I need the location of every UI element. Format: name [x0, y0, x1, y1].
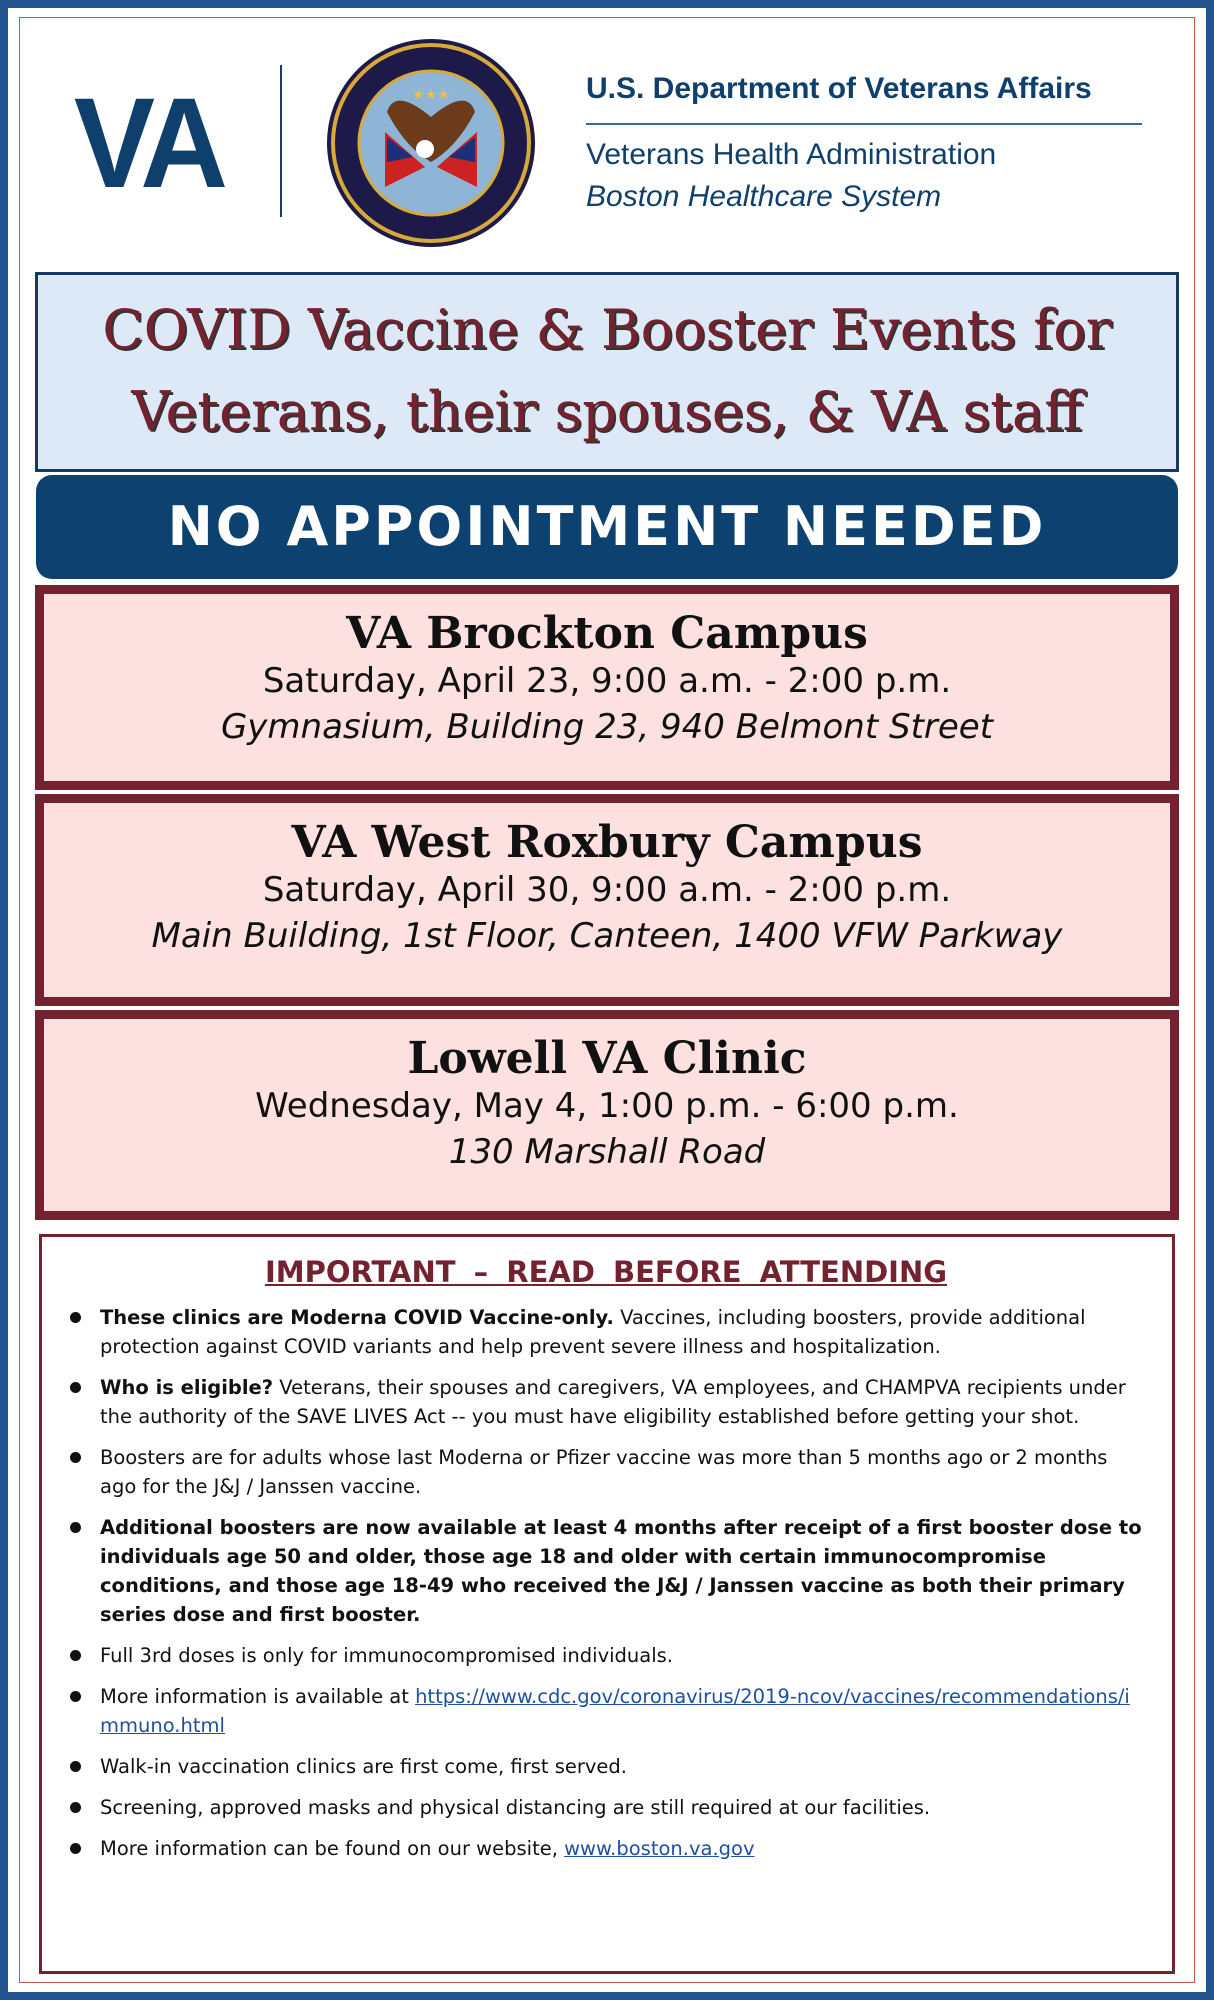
cdc-link[interactable]: https://www.cdc.gov/coronavirus/2019-ncov/vaccines/recommendations/immuno.html	[100, 1685, 1130, 1737]
event-name: Lowell VA Clinic	[407, 1033, 807, 1084]
list-item	[70, 1834, 1142, 1863]
list-item: Boosters are for adults whose last Moderna or Pfizer vaccine was more than 5 months ago or 2 months ago for the J&J / Janssen vaccine.	[70, 1443, 1142, 1501]
event-date: Saturday, April 23, 9:00 a.m. - 2:00 p.m.	[262, 661, 952, 701]
text: More information can be found on our website,	[100, 1837, 565, 1860]
website-link[interactable]: www.boston.va.gov	[564, 1837, 755, 1860]
event-title	[35, 272, 1179, 472]
event-name: VA Brockton Campus	[346, 608, 868, 659]
bold-text: These clinics are Moderna COVID Vaccine-only.	[100, 1306, 614, 1329]
event-location: Main Building, 1st Floor, Canteen, 1400 VFW Parkway	[151, 916, 1063, 956]
list-item	[70, 1513, 1142, 1629]
header-rule	[586, 123, 1142, 125]
event-location: 130 Marshall Road	[448, 1132, 766, 1172]
svg-text:★★★: ★★★	[412, 87, 450, 103]
va-seal-icon	[325, 37, 537, 249]
va-logo: VA	[73, 72, 223, 215]
system-name: Boston Healthcare System	[586, 180, 942, 213]
event-card-west-roxbury	[35, 794, 1179, 1006]
title-line-2: Veterans, their spouses, & VA staff	[131, 380, 1083, 443]
no-appointment-banner: NO APPOINTMENT NEEDED	[36, 475, 1178, 579]
important-heading: IMPORTANT – READ BEFORE ATTENDING	[264, 1255, 948, 1289]
list-item	[70, 1373, 1142, 1431]
list-item	[70, 1303, 1142, 1361]
bold-text: Additional boosters are now available at least 4 months after receipt of a first booster dose to individuals age 50 and older, those age 18 and older with certain immunocompromise conditions, and those age 18-49 who received the J&J / Janssen vaccine as both their primary series dose and first booster.	[100, 1516, 1142, 1626]
event-card-lowell	[35, 1010, 1179, 1220]
logo-divider	[280, 65, 282, 217]
list-item: Walk-in vaccination clinics are first come, first served.	[70, 1752, 1142, 1781]
event-card-brockton	[35, 585, 1179, 790]
important-info-box	[39, 1234, 1175, 1974]
department-name: U.S. Department of Veterans Affairs	[586, 72, 1092, 105]
title-line-1: COVID Vaccine & Booster Events for	[102, 298, 1112, 361]
text: Veterans, their spouses and caregivers, VA employees, and CHAMPVA recipients under the authority of the SAVE LIVES Act -- you must have eligibility established before getting your shot.	[100, 1376, 1126, 1428]
text: Vaccines, including boosters, provide additional protection against COVID variants and help prevent severe illness and hospitalization.	[100, 1306, 1086, 1358]
bold-text: Who is eligible?	[100, 1376, 274, 1399]
list-item: Screening, approved masks and physical distancing are still required at our facilities.	[70, 1793, 1142, 1822]
list-item: Full 3rd doses is only for immunocompromised individuals.	[70, 1641, 1142, 1670]
info-list	[70, 1303, 1142, 1863]
event-location: Gymnasium, Building 23, 940 Belmont Street	[220, 707, 994, 747]
administration-name: Veterans Health Administration	[586, 138, 997, 171]
list-item	[70, 1682, 1142, 1740]
event-date: Wednesday, May 4, 1:00 p.m. - 6:00 p.m.	[255, 1086, 959, 1126]
event-date: Saturday, April 30, 9:00 a.m. - 2:00 p.m.	[262, 870, 952, 910]
event-name: VA West Roxbury Campus	[291, 817, 923, 868]
text: More information is available at	[100, 1685, 416, 1708]
